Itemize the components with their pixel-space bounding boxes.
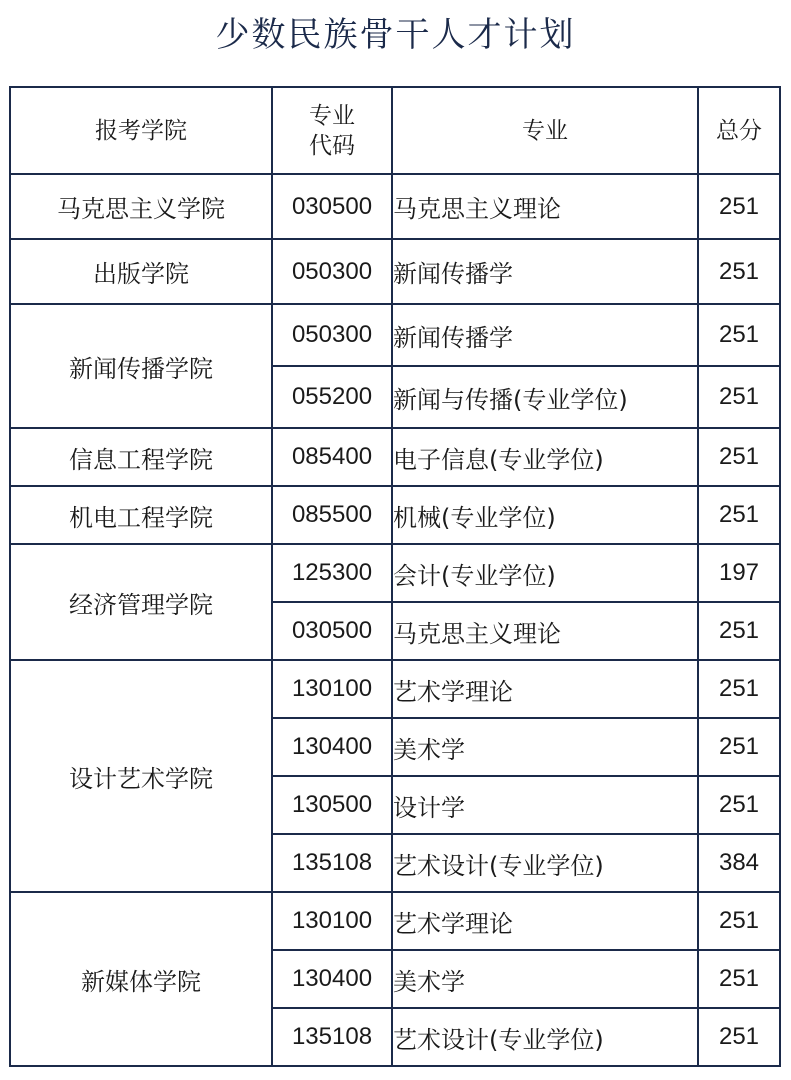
code-cell: 085500 [272,486,392,544]
table-row [10,304,780,366]
score-cell: 251 [698,602,780,660]
score-cell: 251 [698,174,780,239]
score-cell: 251 [698,776,780,834]
major-cell: 新闻与传播(专业学位) [392,366,698,428]
college-cell: 出版学院 [10,239,272,304]
major-cell: 美术学 [392,950,698,1008]
code-cell: 130500 [272,776,392,834]
code-cell: 135108 [272,834,392,892]
major-cell: 艺术设计(专业学位) [392,1008,698,1066]
major-cell: 马克思主义理论 [392,174,698,239]
score-cell: 197 [698,544,780,602]
score-cell: 251 [698,239,780,304]
major-cell: 新闻传播学 [392,239,698,304]
header-row [10,87,780,174]
code-cell: 030500 [272,602,392,660]
score-cell: 251 [698,660,780,718]
score-cell: 251 [698,486,780,544]
major-cell: 马克思主义理论 [392,602,698,660]
college-cell: 新闻传播学院 [10,304,272,428]
code-cell: 055200 [272,366,392,428]
college-cell: 设计艺术学院 [10,660,272,892]
major-cell: 艺术设计(专业学位) [392,834,698,892]
table-row [10,428,780,486]
score-cell: 251 [698,892,780,950]
score-cell: 251 [698,1008,780,1066]
major-cell: 新闻传播学 [392,304,698,366]
college-cell: 经济管理学院 [10,544,272,660]
major-cell: 艺术学理论 [392,660,698,718]
table-row [10,239,780,304]
score-cell: 251 [698,366,780,428]
code-cell: 030500 [272,174,392,239]
table-row [10,544,780,602]
admission-table [9,86,781,1067]
major-cell: 设计学 [392,776,698,834]
table-row [10,660,780,718]
code-cell: 125300 [272,544,392,602]
code-cell: 085400 [272,428,392,486]
code-cell: 130100 [272,660,392,718]
major-cell: 艺术学理论 [392,892,698,950]
header-code-label: 专业代码 [309,102,355,159]
score-cell: 251 [698,718,780,776]
header-college: 报考学院 [10,87,272,174]
table-row [10,486,780,544]
code-cell: 130400 [272,718,392,776]
score-cell: 251 [698,950,780,1008]
code-cell: 050300 [272,304,392,366]
code-cell: 050300 [272,239,392,304]
code-cell: 130400 [272,950,392,1008]
score-cell: 251 [698,304,780,366]
college-cell: 新媒体学院 [10,892,272,1066]
table-row [10,174,780,239]
score-cell: 251 [698,428,780,486]
major-cell: 会计(专业学位) [392,544,698,602]
table-body [10,174,780,1066]
code-cell: 130100 [272,892,392,950]
college-cell: 机电工程学院 [10,486,272,544]
college-cell: 马克思主义学院 [10,174,272,239]
header-major: 专业 [392,87,698,174]
major-cell: 机械(专业学位) [392,486,698,544]
major-cell: 电子信息(专业学位) [392,428,698,486]
college-cell: 信息工程学院 [10,428,272,486]
code-cell: 135108 [272,1008,392,1066]
major-cell: 美术学 [392,718,698,776]
page-title: 少数民族骨干人才计划 [215,15,576,55]
score-cell: 384 [698,834,780,892]
header-code [272,87,392,174]
header-score: 总分 [698,87,780,174]
table-row [10,892,780,950]
